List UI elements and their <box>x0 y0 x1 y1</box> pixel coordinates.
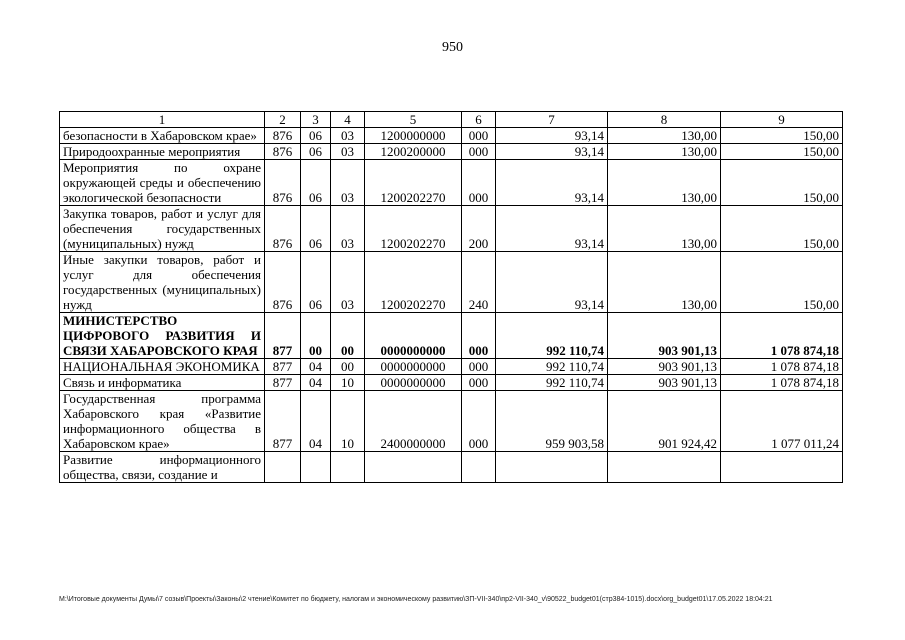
target-article-cell: 0000000000 <box>365 359 462 375</box>
section-cell: 06 <box>301 206 331 252</box>
column-header: 7 <box>496 112 608 128</box>
row-name-cell: безопасности в Хабаровском крае» <box>60 128 265 144</box>
row-name-cell: МИНИСТЕРСТВО ЦИФРОВОГО РАЗВИТИЯ И СВЯЗИ ХАБАРОВСКОГО КРАЯ <box>60 313 265 359</box>
amount-col9-cell: 150,00 <box>721 128 843 144</box>
target-article-cell: 0000000000 <box>365 375 462 391</box>
expense-type-cell: 200 <box>462 206 496 252</box>
amount-col9-cell: 150,00 <box>721 144 843 160</box>
ministry-code-cell: 877 <box>265 391 301 452</box>
target-article-cell: 1200000000 <box>365 128 462 144</box>
amount-col8-cell: 901 924,42 <box>608 391 721 452</box>
amount-col8-cell: 130,00 <box>608 144 721 160</box>
row-name-cell: Природоохранные мероприятия <box>60 144 265 160</box>
amount-col7-cell <box>496 452 608 483</box>
section-cell: 00 <box>301 313 331 359</box>
amount-col8-cell <box>608 452 721 483</box>
ministry-code-cell: 876 <box>265 206 301 252</box>
amount-col7-cell: 93,14 <box>496 160 608 206</box>
row-name-cell: Связь и информатика <box>60 375 265 391</box>
column-header: 6 <box>462 112 496 128</box>
budget-table <box>59 111 843 483</box>
amount-col8-cell: 130,00 <box>608 160 721 206</box>
table-row <box>60 375 843 391</box>
table-row <box>60 313 843 359</box>
expense-type-cell: 000 <box>462 128 496 144</box>
table-row <box>60 452 843 483</box>
subsection-cell: 03 <box>331 160 365 206</box>
section-cell: 04 <box>301 391 331 452</box>
amount-col9-cell <box>721 452 843 483</box>
section-cell: 06 <box>301 144 331 160</box>
column-header: 2 <box>265 112 301 128</box>
amount-col7-cell: 992 110,74 <box>496 359 608 375</box>
target-article-cell: 1200202270 <box>365 252 462 313</box>
table-row <box>60 144 843 160</box>
column-header: 4 <box>331 112 365 128</box>
ministry-code-cell: 876 <box>265 160 301 206</box>
amount-col9-cell: 150,00 <box>721 252 843 313</box>
expense-type-cell: 000 <box>462 375 496 391</box>
target-article-cell <box>365 452 462 483</box>
page-number: 950 <box>442 40 463 55</box>
section-cell <box>301 452 331 483</box>
table-row <box>60 252 843 313</box>
target-article-cell: 1200202270 <box>365 160 462 206</box>
column-header: 8 <box>608 112 721 128</box>
amount-col8-cell: 130,00 <box>608 128 721 144</box>
column-header: 9 <box>721 112 843 128</box>
target-article-cell: 0000000000 <box>365 313 462 359</box>
amount-col7-cell: 959 903,58 <box>496 391 608 452</box>
expense-type-cell: 000 <box>462 313 496 359</box>
amount-col7-cell: 93,14 <box>496 206 608 252</box>
ministry-code-cell: 877 <box>265 375 301 391</box>
expense-type-cell: 000 <box>462 391 496 452</box>
subsection-cell: 00 <box>331 359 365 375</box>
column-header: 5 <box>365 112 462 128</box>
row-name-cell: Иные закупки товаров, работ и услуг для обеспечения государственных (муниципальных) нужд <box>60 252 265 313</box>
section-cell: 06 <box>301 160 331 206</box>
section-cell: 04 <box>301 375 331 391</box>
expense-type-cell: 240 <box>462 252 496 313</box>
amount-col8-cell: 130,00 <box>608 252 721 313</box>
subsection-cell: 10 <box>331 391 365 452</box>
row-name-cell: Закупка товаров, работ и услуг для обеспечения государственных (муниципальных) нужд <box>60 206 265 252</box>
subsection-cell <box>331 452 365 483</box>
table-row <box>60 391 843 452</box>
expense-type-cell <box>462 452 496 483</box>
amount-col7-cell: 93,14 <box>496 128 608 144</box>
amount-col9-cell: 150,00 <box>721 206 843 252</box>
row-name-cell: НАЦИОНАЛЬНАЯ ЭКОНОМИКА <box>60 359 265 375</box>
section-cell: 06 <box>301 128 331 144</box>
amount-col8-cell: 130,00 <box>608 206 721 252</box>
amount-col7-cell: 992 110,74 <box>496 375 608 391</box>
amount-col7-cell: 93,14 <box>496 252 608 313</box>
row-name-cell: Развитие информационного общества, связи, создание и <box>60 452 265 483</box>
ministry-code-cell: 876 <box>265 252 301 313</box>
target-article-cell: 1200202270 <box>365 206 462 252</box>
subsection-cell: 10 <box>331 375 365 391</box>
table-row <box>60 206 843 252</box>
subsection-cell: 03 <box>331 252 365 313</box>
column-header: 3 <box>301 112 331 128</box>
section-cell: 06 <box>301 252 331 313</box>
file-path-footer: M:\Итоговые документы Думы\7 созыв\Проекты\Законы\2 чтение\Комитет по бюджету, налогам и экономическому развитию\ЗП-VII-340\пр2-VII-340_v\90522_budget01(стр384-1015).docx\org_budget01\17.05.2022 18:04:21 <box>59 596 773 603</box>
table-row <box>60 128 843 144</box>
expense-type-cell: 000 <box>462 144 496 160</box>
amount-col7-cell: 93,14 <box>496 144 608 160</box>
section-cell: 04 <box>301 359 331 375</box>
amount-col9-cell: 1 078 874,18 <box>721 313 843 359</box>
amount-col9-cell: 150,00 <box>721 160 843 206</box>
ministry-code-cell: 877 <box>265 359 301 375</box>
subsection-cell: 03 <box>331 128 365 144</box>
subsection-cell: 00 <box>331 313 365 359</box>
expense-type-cell: 000 <box>462 160 496 206</box>
amount-col8-cell: 903 901,13 <box>608 375 721 391</box>
amount-col7-cell: 992 110,74 <box>496 313 608 359</box>
ministry-code-cell <box>265 452 301 483</box>
ministry-code-cell: 877 <box>265 313 301 359</box>
amount-col9-cell: 1 078 874,18 <box>721 375 843 391</box>
amount-col9-cell: 1 077 011,24 <box>721 391 843 452</box>
target-article-cell: 1200200000 <box>365 144 462 160</box>
ministry-code-cell: 876 <box>265 144 301 160</box>
table-row <box>60 359 843 375</box>
subsection-cell: 03 <box>331 144 365 160</box>
header-row <box>60 112 843 128</box>
subsection-cell: 03 <box>331 206 365 252</box>
column-header: 1 <box>60 112 265 128</box>
target-article-cell: 2400000000 <box>365 391 462 452</box>
ministry-code-cell: 876 <box>265 128 301 144</box>
row-name-cell: Мероприятия по охране окружающей среды и обеспечению экологической безопасности <box>60 160 265 206</box>
amount-col8-cell: 903 901,13 <box>608 359 721 375</box>
expense-type-cell: 000 <box>462 359 496 375</box>
table-row <box>60 160 843 206</box>
amount-col8-cell: 903 901,13 <box>608 313 721 359</box>
row-name-cell: Государственная программа Хабаровского края «Развитие информационного общества в Хабаровском крае» <box>60 391 265 452</box>
amount-col9-cell: 1 078 874,18 <box>721 359 843 375</box>
